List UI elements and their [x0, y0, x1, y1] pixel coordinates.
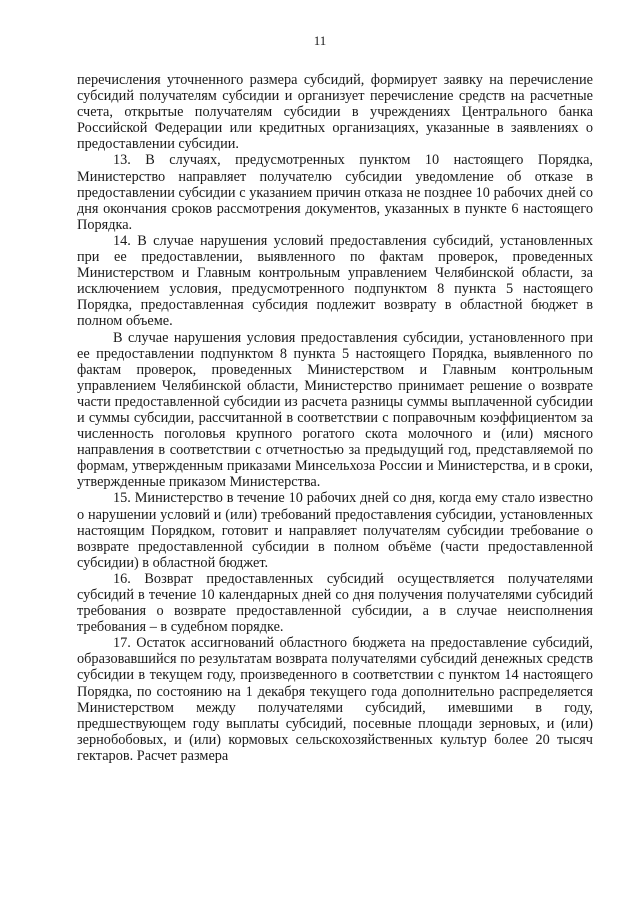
paragraph-14: 14. В случае нарушения условий предоставления субсидий, установленных при ее предоставлении, выявленного по фактам проверок, проведенных Министерством и Главным контрольным управлением Челябинской области, за исключением условия, предусмотренного подпунктом 8 пункта 5 настоящего Порядка, предоставленная субсидия подлежит возврату в областной бюджет в полном объеме. [77, 232, 593, 330]
paragraph-17: 17. Остаток ассигнований областного бюджета на предоставление субсидий, образовавшийся по результатам возврата получателями субсидий денежных средств субсидии в текущем году, произведенного в соответствии с пунктом 14 настоящего Порядка, по состоянию на 1 декабря текущего года дополнительно распределяется Министерством между получателями субсидий, имевшими в году, предшествующем году выплаты субсидий, посевные площади зерновых, и (или) зернобобовых, и (или) кормовых сельскохозяйственных культур более 20 тысяч гектаров. Расчет размера [77, 635, 593, 764]
paragraph-13: 13. В случаях, предусмотренных пунктом 10 настоящего Порядка, Министерство направляет получателю субсидии уведомление об отказе в предоставлении субсидии с указанием причин отказа не позднее 10 рабочих дней со дня окончания сроков рассмотрения документов, указанных в пункте 6 настоящего Порядка. [77, 152, 593, 233]
paragraph-15: 15. Министерство в течение 10 рабочих дней со дня, когда ему стало известно о нарушении условий и (или) требований предоставления субсидии, установленных настоящим Порядком, готовит и направляет получателям субсидии требование о возврате предоставленной субсидии в полном объёме (части предоставленной субсидии) в областной бюджет. [77, 490, 593, 571]
paragraph-continuation: перечисления уточненного размера субсидий, формирует заявку на перечисление субсидий получателям субсидии и организует перечисление средств на расчетные счета, открытые получателям субсидии в учреждениях Центрального банка Российской Федерации или кредитных организациях, указанные в заявлениях о предоставлении субсидии. [77, 72, 593, 153]
page-number: 11 [313, 33, 327, 48]
paragraph-16: 16. Возврат предоставленных субсидий осуществляется получателями субсидий в течение 10 календарных дней со дня получения получателями субсидий требования о возврате предоставленной субсидии, а в случае неисполнения требования – в судебном порядке. [77, 570, 593, 636]
paragraph-14-part-2: В случае нарушения условия предоставления субсидии, установленного при ее предоставлении подпунктом 8 пункта 5 настоящего Порядка, выявленного по фактам проверок, проведенных Министерством и Главным контрольным управлением Челябинской области, Министерство принимает решение о возврате части предоставленной субсидии из расчета разницы суммы выплаченной субсидии и суммы субсидии, рассчитанной в соответствии с поправочным коэффициентом за численность поголовья крупного рогатого скота молочного и (или) мясного направления в соответствии с отчетностью за предыдущий год, представляемой по формам, утвержденным приказами Минсельхоза России и Министерства, и в сроки, утвержденные приказом Министерства. [77, 329, 593, 491]
document-body [77, 72, 593, 764]
